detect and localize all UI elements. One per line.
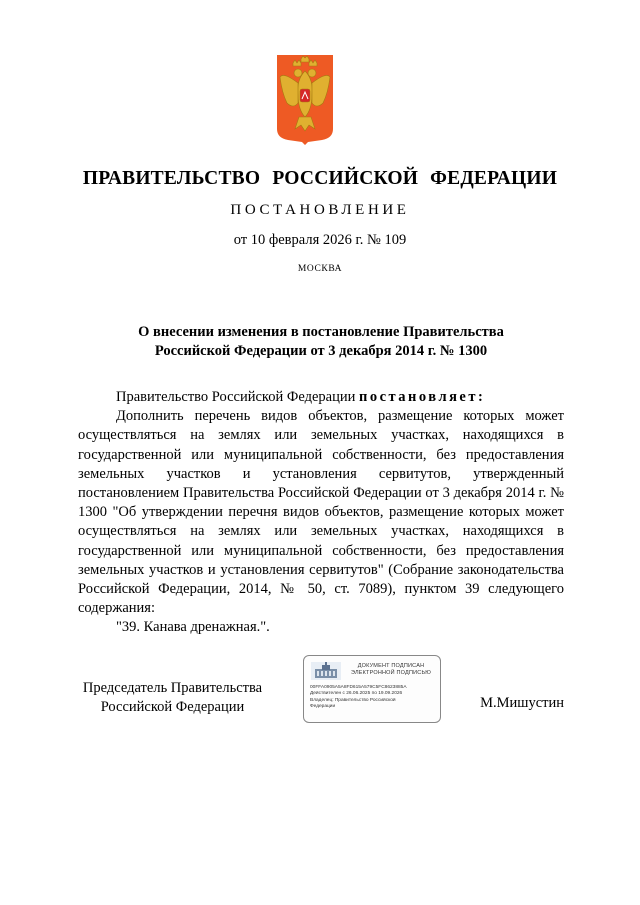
stamp-certificate: 00FFA0905A5A8FD615A579C5FC8623885A bbox=[310, 685, 407, 690]
signatory-name: М.Мишустин bbox=[480, 695, 564, 711]
body-paragraph-decree bbox=[78, 388, 564, 407]
coat-of-arms-emblem bbox=[277, 55, 333, 145]
signatory-position-line-2: Российской Федерации bbox=[100, 699, 245, 715]
body-paragraph-main: Дополнить перечень видов объектов, размещение которых может осуществляться на землях или земельных участках, находящихся в государственной или муниципальной собственности, без предоставления земельных участков и установления сервитутов, утвержденный постановлением Правительства Российской Федерации от 3 декабря 2014 г. № 1300 "Об утверждении перечня видов объектов, размещение которых может осуществляться на землях или земельных участках, находящихся в государственной или муниципальной собственности, без предоставления земельных участков и установления сервитутов" (Собрание законодательства Российской Федерации, 2014, № 50, ст. 7089), пунктом 39 следующего содержания: bbox=[78, 408, 564, 617]
stamp-title-line-2: ЭЛЕКТРОННОЙ ПОДПИСЬЮ bbox=[350, 670, 432, 676]
decree-emphasis: постановляет: bbox=[358, 389, 486, 405]
government-building-icon bbox=[311, 662, 341, 680]
stamp-title-line-1: ДОКУМЕНТ ПОДПИСАН bbox=[357, 663, 425, 669]
document-type: ПОСТАНОВЛЕНИЕ bbox=[230, 202, 410, 218]
stamp-title bbox=[344, 663, 438, 677]
document-subject bbox=[80, 323, 562, 361]
body-paragraph-item: "39. Канава дренажная.". bbox=[116, 619, 270, 636]
document-body bbox=[78, 388, 564, 638]
stamp-validity: Действителен с 26.06.2025 по 19.09.2026 bbox=[310, 691, 403, 697]
signatory-position-line-1: Председатель Правительства bbox=[82, 680, 263, 696]
document-date-number: от 10 февраля 2026 г. № 109 bbox=[233, 232, 407, 248]
electronic-signature-stamp bbox=[303, 655, 441, 723]
subject-line-2: Российской Федерации от 3 декабря 2014 г. № 1300 bbox=[154, 343, 488, 359]
stamp-owner-line-2: Федерации bbox=[310, 704, 336, 710]
government-title: ПРАВИТЕЛЬСТВО РОССИЙСКОЙ ФЕДЕРАЦИИ bbox=[82, 168, 558, 189]
document-city: МОСКВА bbox=[297, 264, 343, 274]
subject-line-1: О внесении изменения в постановление Правительства bbox=[138, 324, 504, 340]
signatory-position bbox=[70, 679, 275, 717]
decree-lead-text: Правительство Российской Федерации bbox=[116, 389, 359, 405]
stamp-owner-line-1: Владелец: Правительство Российской bbox=[310, 697, 396, 703]
stamp-details bbox=[310, 685, 436, 711]
